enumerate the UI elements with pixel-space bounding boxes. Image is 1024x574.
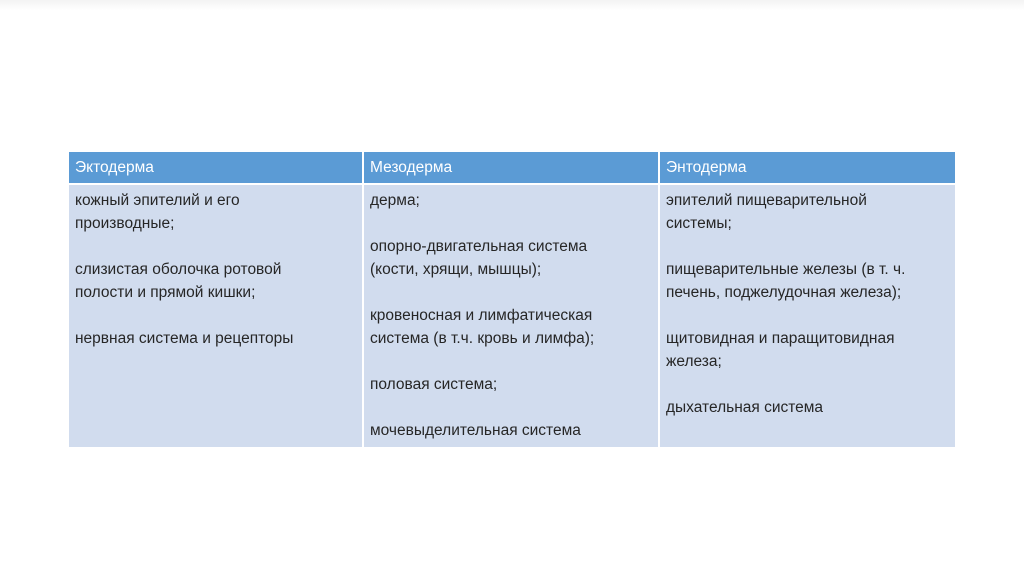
endoderm-item: дыхательная система xyxy=(666,399,824,416)
mesoderm-item: кровеносная и лимфатическая система (в т.ч. кровь и лимфа); xyxy=(370,307,595,347)
endoderm-cell xyxy=(659,184,955,447)
mesoderm-item: дерма; xyxy=(370,192,420,209)
header-endoderm: Энтодерма xyxy=(659,152,955,184)
ectoderm-item: слизистая оболочка ротовой полости и прямой кишки; xyxy=(75,261,282,301)
endoderm-item: щитовидная и паращитовидная железа; xyxy=(666,330,895,370)
mesoderm-item: половая система; xyxy=(370,376,498,393)
ectoderm-item: кожный эпителий и его производные; xyxy=(75,192,240,232)
endoderm-item: пищеварительные железы (в т. ч. печень, поджелудочная железа); xyxy=(666,261,906,301)
header-ectoderm: Эктодерма xyxy=(69,152,363,184)
mesoderm-cell xyxy=(363,184,659,447)
germ-layers-table xyxy=(69,152,955,447)
header-mesoderm: Мезодерма xyxy=(363,152,659,184)
mesoderm-item: опорно-двигательная система (кости, хрящи, мышцы); xyxy=(370,238,588,278)
endoderm-item: эпителий пищеварительной системы; xyxy=(666,192,867,232)
ectoderm-cell xyxy=(69,184,363,447)
mesoderm-item: мочевыделительная система xyxy=(370,422,581,439)
table-body-row xyxy=(69,184,955,447)
table-header-row xyxy=(69,152,955,184)
ectoderm-item: нервная система и рецепторы xyxy=(75,330,294,347)
slide-top-edge xyxy=(0,0,1024,10)
